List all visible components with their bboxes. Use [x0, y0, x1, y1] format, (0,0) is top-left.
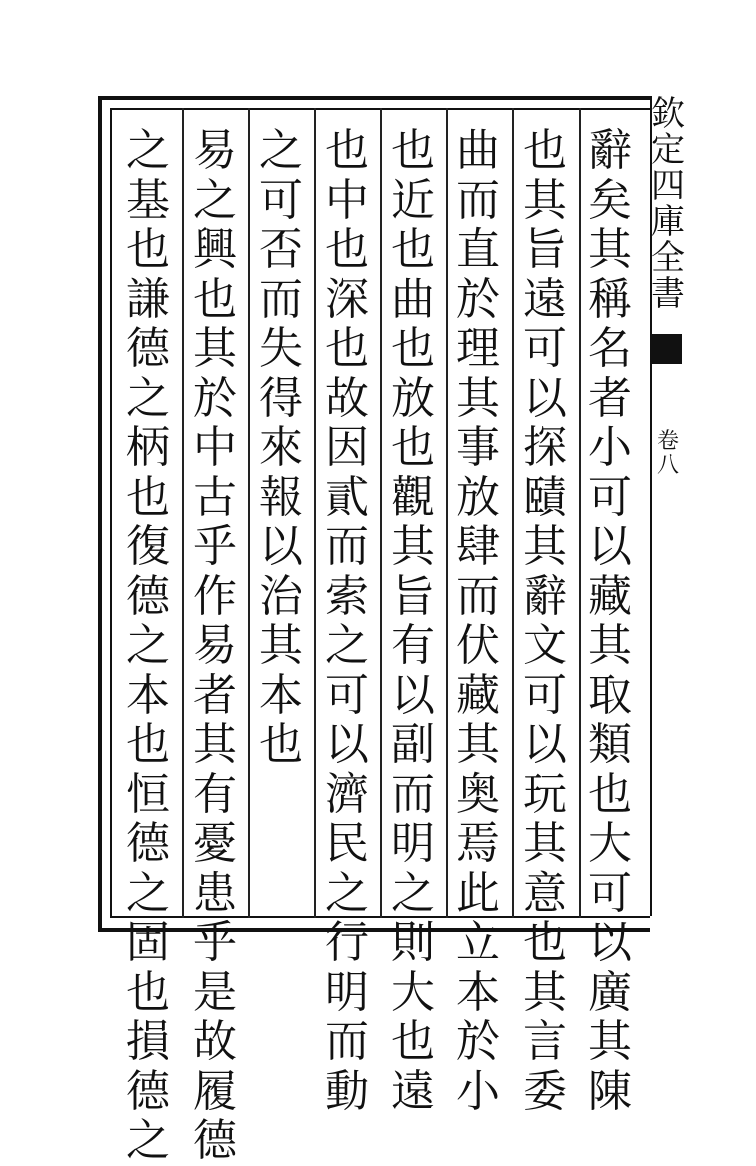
glyph: 也	[126, 471, 170, 523]
glyph: 報	[259, 471, 303, 523]
glyph: 名	[588, 323, 632, 374]
glyph: 大	[391, 966, 435, 1018]
glyph: 遠	[523, 273, 567, 325]
glyph: 矣	[588, 174, 632, 226]
glyph: 來	[259, 422, 303, 473]
glyph: 也	[391, 323, 435, 374]
glyph: 於	[456, 273, 500, 325]
glyph: 治	[259, 570, 303, 622]
glyph: 之	[126, 125, 170, 176]
glyph: 之	[391, 867, 435, 919]
margin-glyph: 庫	[651, 202, 685, 242]
glyph: 辭	[523, 570, 567, 622]
glyph: 因	[325, 422, 369, 473]
glyph: 文	[523, 620, 567, 671]
glyph: 其	[456, 372, 500, 424]
glyph: 肆	[456, 521, 500, 572]
glyph: 得	[259, 372, 303, 424]
glyph: 陳	[588, 1065, 632, 1117]
glyph: 明	[325, 966, 369, 1018]
text-column	[118, 125, 178, 1166]
glyph: 失	[259, 323, 303, 374]
column-rule	[314, 108, 316, 918]
glyph: 動	[325, 1065, 369, 1117]
margin-volume	[650, 430, 686, 478]
glyph: 放	[391, 372, 435, 424]
glyph: 故	[193, 1016, 237, 1067]
glyph: 貳	[325, 471, 369, 523]
glyph: 旨	[523, 224, 567, 275]
glyph: 本	[259, 669, 303, 721]
glyph: 恒	[126, 768, 170, 820]
glyph: 焉	[456, 818, 500, 869]
glyph: 之	[126, 372, 170, 424]
glyph: 其	[259, 620, 303, 671]
margin-glyph: 書	[651, 274, 685, 314]
glyph: 者	[193, 669, 237, 721]
glyph: 其	[523, 818, 567, 869]
glyph: 曲	[391, 273, 435, 325]
glyph: 否	[259, 224, 303, 275]
glyph: 履	[193, 1065, 237, 1117]
glyph: 也	[523, 125, 567, 176]
glyph: 謙	[126, 273, 170, 325]
glyph: 其	[193, 323, 237, 374]
glyph: 之	[259, 125, 303, 176]
column-rule	[182, 108, 184, 918]
glyph: 放	[456, 471, 500, 523]
glyph: 可	[588, 867, 632, 919]
glyph: 而	[391, 768, 435, 820]
glyph: 復	[126, 521, 170, 572]
frame-inner-left	[110, 108, 112, 918]
glyph: 也	[391, 125, 435, 176]
glyph: 其	[588, 620, 632, 671]
glyph: 易	[193, 125, 237, 176]
glyph: 可	[325, 669, 369, 721]
glyph: 藏	[588, 570, 632, 622]
glyph: 可	[588, 471, 632, 523]
glyph: 觀	[391, 471, 435, 523]
glyph: 作	[193, 570, 237, 622]
glyph: 之	[126, 1115, 170, 1166]
glyph: 基	[126, 174, 170, 226]
glyph: 患	[193, 867, 237, 919]
margin-glyph: 卷	[656, 429, 679, 454]
text-column	[515, 125, 575, 1117]
glyph: 而	[325, 1016, 369, 1067]
glyph: 柄	[126, 422, 170, 473]
glyph: 中	[325, 174, 369, 226]
glyph: 也	[391, 224, 435, 275]
glyph: 以	[588, 917, 632, 968]
glyph: 者	[588, 372, 632, 424]
glyph: 而	[325, 521, 369, 572]
glyph: 之	[325, 867, 369, 919]
glyph: 其	[523, 521, 567, 572]
glyph: 賾	[523, 471, 567, 523]
glyph: 中	[193, 422, 237, 473]
glyph: 奥	[456, 768, 500, 820]
glyph: 也	[325, 224, 369, 275]
glyph: 以	[523, 372, 567, 424]
glyph: 其	[456, 719, 500, 770]
glyph: 於	[193, 372, 237, 424]
glyph: 其	[588, 1016, 632, 1067]
glyph: 有	[193, 768, 237, 820]
glyph: 其	[391, 521, 435, 572]
glyph: 濟	[325, 768, 369, 820]
glyph: 古	[193, 471, 237, 523]
glyph: 小	[456, 1065, 500, 1117]
column-rule	[248, 108, 250, 918]
glyph: 損	[126, 1016, 170, 1067]
glyph: 乎	[193, 917, 237, 968]
glyph: 近	[391, 174, 435, 226]
glyph: 而	[259, 273, 303, 325]
glyph: 民	[325, 818, 369, 869]
glyph: 類	[588, 719, 632, 770]
margin-glyph: 全	[651, 238, 685, 278]
glyph: 而	[456, 570, 500, 622]
glyph: 言	[523, 1016, 567, 1067]
glyph: 可	[523, 323, 567, 374]
margin-title	[650, 96, 686, 312]
glyph: 本	[456, 966, 500, 1018]
column-rule	[512, 108, 514, 918]
glyph: 旨	[391, 570, 435, 622]
glyph: 遠	[391, 1065, 435, 1117]
glyph: 委	[523, 1065, 567, 1117]
glyph: 稱	[588, 273, 632, 325]
glyph: 廣	[588, 966, 632, 1018]
margin-fishtail-block	[652, 334, 682, 364]
glyph: 也	[325, 125, 369, 176]
column-rule	[380, 108, 382, 918]
glyph: 以	[391, 669, 435, 721]
glyph: 而	[456, 174, 500, 226]
glyph: 是	[193, 966, 237, 1018]
glyph: 其	[523, 966, 567, 1018]
glyph: 探	[523, 422, 567, 473]
glyph: 德	[126, 818, 170, 869]
glyph: 也	[391, 1016, 435, 1067]
glyph: 也	[391, 422, 435, 473]
glyph: 可	[523, 669, 567, 721]
glyph: 理	[456, 323, 500, 374]
glyph: 以	[259, 521, 303, 572]
glyph: 於	[456, 1016, 500, 1067]
glyph: 易	[193, 620, 237, 671]
glyph: 憂	[193, 818, 237, 869]
glyph: 之	[126, 620, 170, 671]
glyph: 也	[193, 273, 237, 325]
text-column	[317, 125, 377, 1117]
glyph: 其	[588, 224, 632, 275]
glyph: 也	[325, 323, 369, 374]
glyph: 深	[325, 273, 369, 325]
glyph: 索	[325, 570, 369, 622]
text-column	[448, 125, 508, 1117]
glyph: 德	[126, 570, 170, 622]
glyph: 事	[456, 422, 500, 473]
text-column	[185, 125, 245, 1166]
glyph: 之	[193, 174, 237, 226]
glyph: 則	[391, 917, 435, 968]
glyph: 藏	[456, 669, 500, 721]
glyph: 立	[456, 917, 500, 968]
glyph: 也	[588, 768, 632, 820]
glyph: 可	[259, 174, 303, 226]
glyph: 之	[325, 620, 369, 671]
glyph: 取	[588, 669, 632, 721]
glyph: 曲	[456, 125, 500, 176]
text-column	[251, 126, 311, 916]
glyph: 也	[126, 224, 170, 275]
glyph: 德	[126, 1065, 170, 1117]
glyph: 故	[325, 372, 369, 424]
margin-glyph: 欽	[651, 94, 685, 134]
glyph: 以	[588, 521, 632, 572]
glyph: 德	[126, 323, 170, 374]
glyph: 明	[391, 818, 435, 869]
margin-glyph: 定	[651, 130, 685, 170]
glyph: 大	[588, 818, 632, 869]
margin-glyph: 四	[651, 166, 685, 206]
glyph: 直	[456, 224, 500, 275]
glyph: 行	[325, 917, 369, 968]
glyph: 本	[126, 669, 170, 721]
glyph: 以	[523, 719, 567, 770]
glyph: 乎	[193, 521, 237, 572]
glyph: 也	[259, 719, 303, 770]
glyph: 興	[193, 224, 237, 275]
glyph: 辭	[588, 125, 632, 176]
glyph: 也	[126, 719, 170, 770]
glyph: 之	[126, 867, 170, 919]
glyph: 也	[126, 966, 170, 1018]
glyph: 有	[391, 620, 435, 671]
glyph: 其	[523, 174, 567, 226]
glyph: 此	[456, 867, 500, 919]
glyph: 伏	[456, 620, 500, 671]
glyph: 副	[391, 719, 435, 770]
glyph: 小	[588, 422, 632, 473]
glyph: 以	[325, 719, 369, 770]
glyph: 意	[523, 867, 567, 919]
glyph: 玩	[523, 768, 567, 820]
margin-glyph: 八	[656, 453, 679, 478]
glyph: 其	[193, 719, 237, 770]
text-column	[580, 125, 640, 1117]
glyph: 也	[523, 917, 567, 968]
text-column	[383, 125, 443, 1117]
glyph: 固	[126, 917, 170, 968]
glyph: 德	[193, 1115, 237, 1166]
